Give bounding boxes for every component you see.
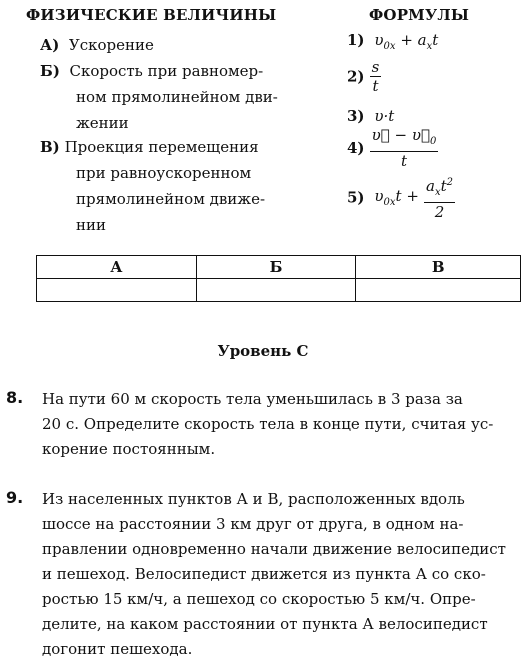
- answer-table-row: [37, 279, 521, 302]
- formula-label: 4): [347, 139, 365, 157]
- problem-line: и пешеход. Велосипедист движется из пункта А со ско-: [42, 565, 486, 583]
- problem-number: 9.: [6, 488, 24, 507]
- formula-label: 3): [347, 107, 365, 125]
- answer-cell-b[interactable]: [196, 279, 356, 302]
- problem-line: На пути 60 м скорость тела уменьшилась в 3 раза за: [42, 390, 463, 408]
- quantity-label: Б): [40, 62, 60, 80]
- quantity-label: А): [40, 36, 60, 54]
- formula-label: 5): [347, 188, 365, 207]
- problem-line: ростью 15 км/ч, а пешеход со скоростью 5 км/ч. Опре-: [42, 590, 476, 608]
- quantity-text: прямолинейном движе-: [76, 190, 266, 208]
- problem-line: Из населенных пунктов А и В, расположенных вдоль: [42, 490, 465, 508]
- answer-header-c: В: [356, 256, 521, 279]
- formula-fraction: [370, 126, 439, 170]
- formula-5: [347, 174, 455, 221]
- problem-9-text: [42, 487, 522, 662]
- quantity-text: Скорость при равномер-: [69, 62, 264, 80]
- quantity-a: [40, 32, 154, 58]
- fraction-numerator: υ⃗ − $\upsilon⃗_0$: [370, 126, 439, 152]
- formulas-header: ФОРМУЛЫ: [369, 6, 470, 24]
- quantity-text: нии: [76, 216, 106, 234]
- problem-line: 20 с. Определите скорость тела в конце пути, считая ус-: [42, 415, 494, 433]
- formula-4: [347, 126, 438, 170]
- fraction-numerator: s: [371, 58, 380, 76]
- fraction-numerator: $a_xt^2$: [424, 174, 455, 203]
- quantities-header: ФИЗИЧЕСКИЕ ВЕЛИЧИНЫ: [26, 6, 277, 24]
- problem-line: правлении одновременно начали движение велосипедист: [42, 540, 506, 558]
- problem-line: шоссе на расстоянии 3 км друг от друга, в одном на-: [42, 515, 464, 533]
- formula-expression: υ·t: [369, 107, 395, 125]
- formula-fraction: [424, 174, 455, 221]
- problem-line: корение постоянным.: [42, 440, 216, 458]
- formula-1: [347, 30, 438, 52]
- answer-cell-c[interactable]: [356, 279, 521, 302]
- quantity-text: при равноускоренном: [76, 164, 252, 182]
- fraction-denominator: t: [372, 77, 379, 95]
- answer-table: [36, 255, 521, 302]
- answer-header-b: Б: [196, 256, 356, 279]
- formula-fraction: [370, 58, 382, 95]
- quantity-text: Проекция перемещения: [64, 138, 259, 156]
- problem-number: 8.: [6, 388, 24, 407]
- formula-expression: $\upsilon_{0x} + a_xt$: [369, 31, 439, 52]
- answer-cell-a[interactable]: [37, 279, 197, 302]
- formula-2: [347, 58, 381, 95]
- quantity-text: ном прямолинейном дви-: [76, 88, 278, 106]
- quantity-text: жении: [76, 114, 129, 132]
- answer-table-header-row: [37, 256, 521, 279]
- formula-label: 2): [347, 67, 365, 86]
- level-title: Уровень С: [217, 342, 309, 360]
- formula-expression: $\upsilon_{0x}t$ +: [369, 187, 419, 208]
- problem-line: догонит пешехода.: [42, 640, 193, 658]
- problem-line: делите, на каком расстоянии от пункта А велосипедист: [42, 615, 488, 633]
- quantity-b: [40, 58, 278, 136]
- fraction-denominator: 2: [434, 203, 445, 221]
- answer-header-a: А: [37, 256, 197, 279]
- formula-3: [347, 106, 394, 125]
- quantity-c: [40, 134, 265, 238]
- fraction-denominator: t: [400, 152, 408, 170]
- quantity-label: В): [40, 138, 60, 156]
- formula-label: 1): [347, 31, 365, 49]
- problem-8-text: [42, 387, 522, 462]
- quantity-text: Ускорение: [68, 36, 154, 54]
